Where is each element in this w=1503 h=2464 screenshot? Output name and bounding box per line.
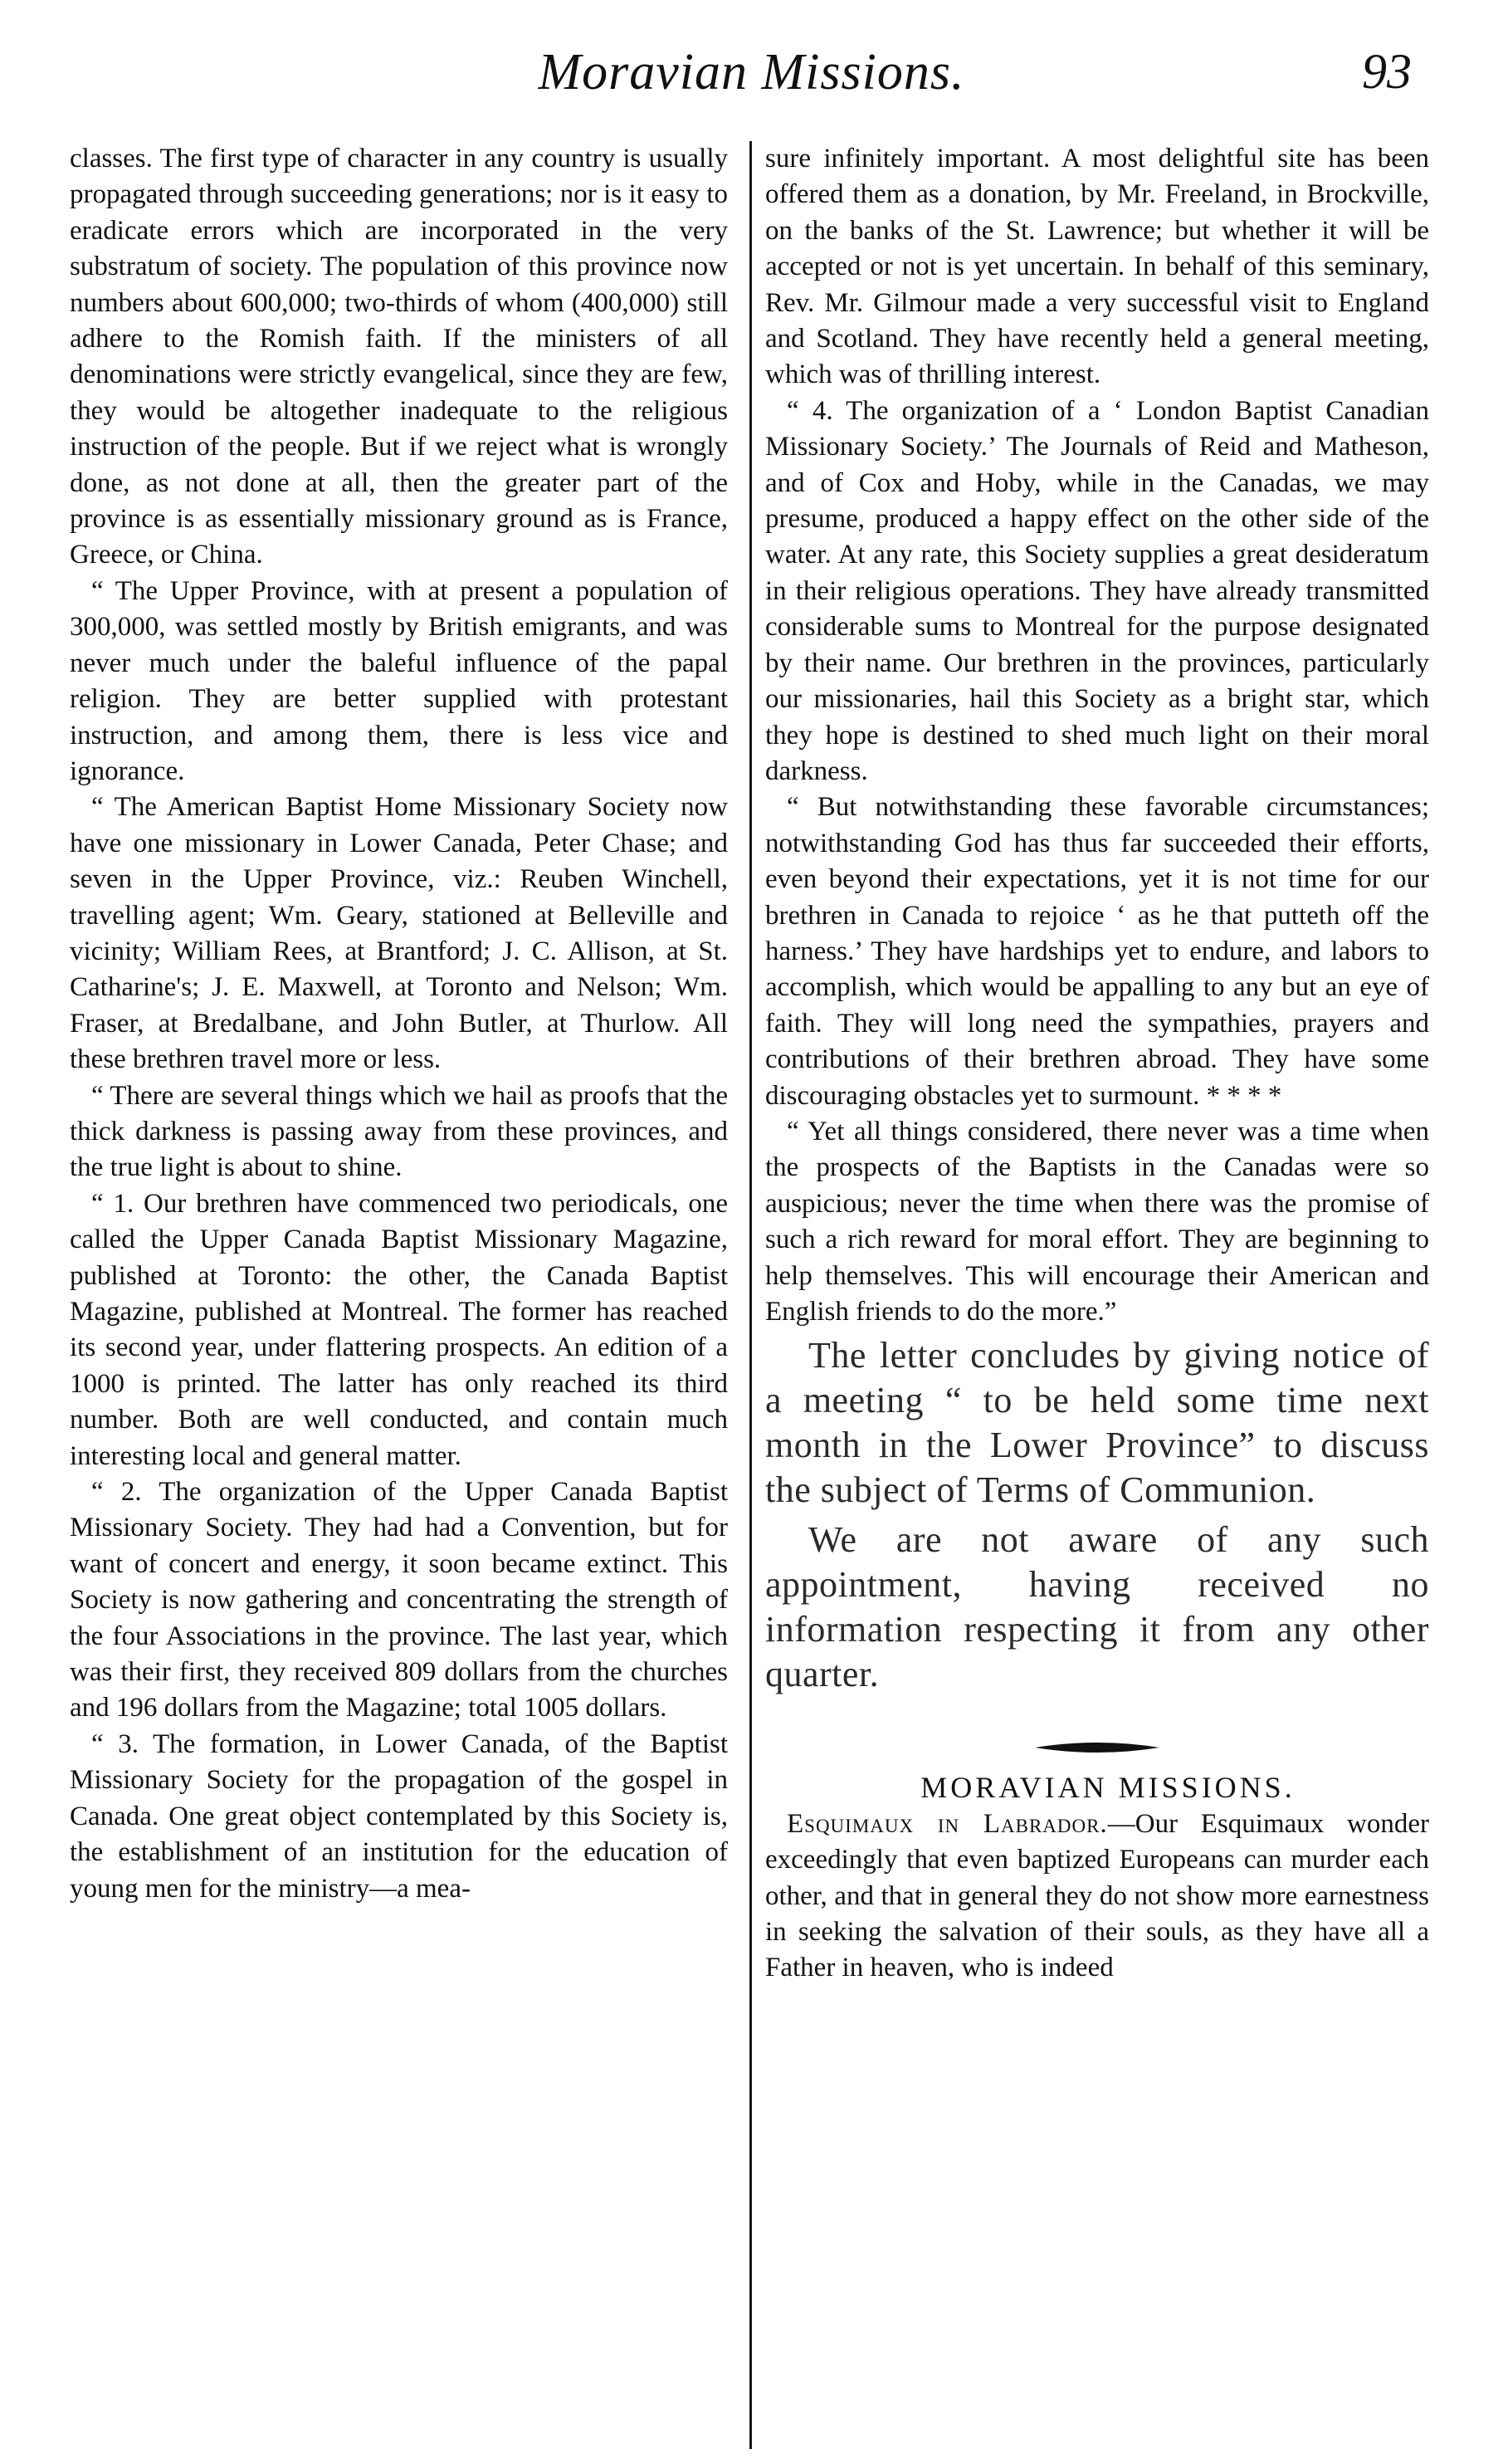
paragraph: “ 3. The formation, in Lower Canada, of the Baptist Missionary Society for the propagation of the gospel in Canada. One great object contemplated by this Society is, the establishment of an institution for the education of young men for the ministry—a mea- (70, 1728, 728, 1904)
section-paragraph (765, 1806, 1429, 1987)
paragraph: “ The Upper Province, with at present a population of 300,000, was settled mostly by British emigrants, and was never much under the baleful influence of the papal religion. They are better supplied with protestant instruction, and among them, there is less vice and ignorance. (70, 575, 728, 786)
paragraph: “ Yet all things considered, there never was a time when the prospects of the Baptists in the Canadas were so auspicious; never the time when there was the promise of such a rich reward for moral effort. They are beginning to help themselves. This will encourage their American and English friends to do the more.” (765, 1116, 1429, 1327)
paragraph: “ 4. The organization of a ‘ London Baptist Canadian Missionary Society.’ The Journals of Reid and Matheson, and of Cox and Hoby, while in the Canadas, we may presume, produced a happy effect on the other side of the water. At any rate, this Society supplies a great desideratum in their religious operations. They have already transmitted considerable sums to Montreal for the purpose designated by their name. Our brethren in the provinces, particularly our missionaries, hail this Society as a bright star, which they hope is destined to shed much light on their moral darkness. (765, 395, 1429, 786)
paragraph: “ The American Baptist Home Missionary Society now have one missionary in Lower Canada, Peter Chase; and seven in the Upper Province, viz.: Reuben Winchell, travelling agent; Wm. Geary, stationed at Belleville and vicinity; William Rees, at Brantford; J. C. Allison, at St. Catharine's; J. E. Maxwell, at Toronto and Nelson; Wm. Fraser, at Bredalbane, and John Butler, at Thurlow. All these brethren travel more or less. (70, 792, 728, 1075)
editorial-paragraph: We are not aware of any such appointment, having received no information respecting it from any other quarter. (765, 1519, 1429, 1695)
paragraph: “ There are several things which we hail as proofs that the thick darkness is passing away from these provinces, and the true light is about to shine. (70, 1080, 728, 1183)
paragraph: sure infinitely important. A most delightful site has been offered them as a donation, by Mr. Freeland, in Brockville, on the banks of the St. Lawrence; but whether it will be accepted or not is yet uncertain. In behalf of this seminary, Rev. Mr. Gilmour made a very successful visit to England and Scotland. They have recently held a general meeting, which was of thrilling interest. (765, 144, 1429, 390)
section-separator (765, 1730, 1429, 1750)
page-header (66, 43, 1437, 101)
left-column (70, 141, 728, 1907)
section-run-in: Esquimaux in Labrador. (787, 1808, 1108, 1839)
section-heading: MORAVIAN MISSIONS. (920, 1771, 1296, 1805)
right-column (765, 141, 1429, 1987)
editorial-paragraph: The letter concludes by giving notice of a meeting “ to be held some time next month in the Lower Province” to discuss the subject of Terms of Communion. (765, 1335, 1429, 1511)
running-title: Moravian Missions. (538, 44, 965, 100)
paragraph: “ 2. The organization of the Upper Canada Baptist Missionary Society. They had had a Convention, but for want of concert and energy, it soon became extinct. This Society is now gathering and concentrating the strength of the four Associations in the province. The last year, which was their first, they received 809 dollars from the churches and 196 dollars from the Magazine; total 1005 dollars. (70, 1477, 728, 1723)
paragraph: “ But notwithstanding these favorable circumstances; notwithstanding God has thus far succeeded their efforts, even beyond their expectations, yet it is not time for our brethren in Canada to rejoice ‘ as he that putteth off the harness.’ They have hardships yet to endure, and labors to accomplish, which would be appalling to any but an eye of faith. They will long need the sympathies, prayers and contributions of their brethren abroad. They have some discouraging obstacles yet to surmount. * * * * (765, 792, 1429, 1111)
paragraph: “ 1. Our brethren have commenced two periodicals, one called the Upper Canada Baptist Missionary Magazine, published at Toronto: the other, the Canada Baptist Magazine, published at Montreal. The former has reached its second year, under flattering prospects. An edition of a 1000 is printed. The latter has only reached its third number. Both are well conducted, and contain much interesting local and general matter. (70, 1188, 728, 1471)
section-text: —Our Esquimaux wonder exceedingly that even baptized Europeans can murder each other, and that in general they do not show more earnestness in seeking the salvation of their souls, as they have all a Father in heaven, who is indeed (765, 1808, 1429, 1983)
page-number: 93 (1362, 44, 1412, 99)
ornamental-rule-icon (1035, 1739, 1159, 1756)
column-rule (749, 141, 752, 2449)
paragraph: classes. The first type of character in any country is usually propagated through succeeding generations; nor is it easy to eradicate errors which are incorporated in the very substratum of society. The population of this province now numbers about 600,000; two-thirds of whom (400,000) still adhere to the Romish faith. If the ministers of all denominations were strictly evangelical, since they are few, they would be altogether inadequate to the religious instruction of the people. But if we reject what is wrongly done, as not done at all, then the greater part of the province is as essentially missionary ground as is France, Greece, or China. (70, 144, 728, 570)
